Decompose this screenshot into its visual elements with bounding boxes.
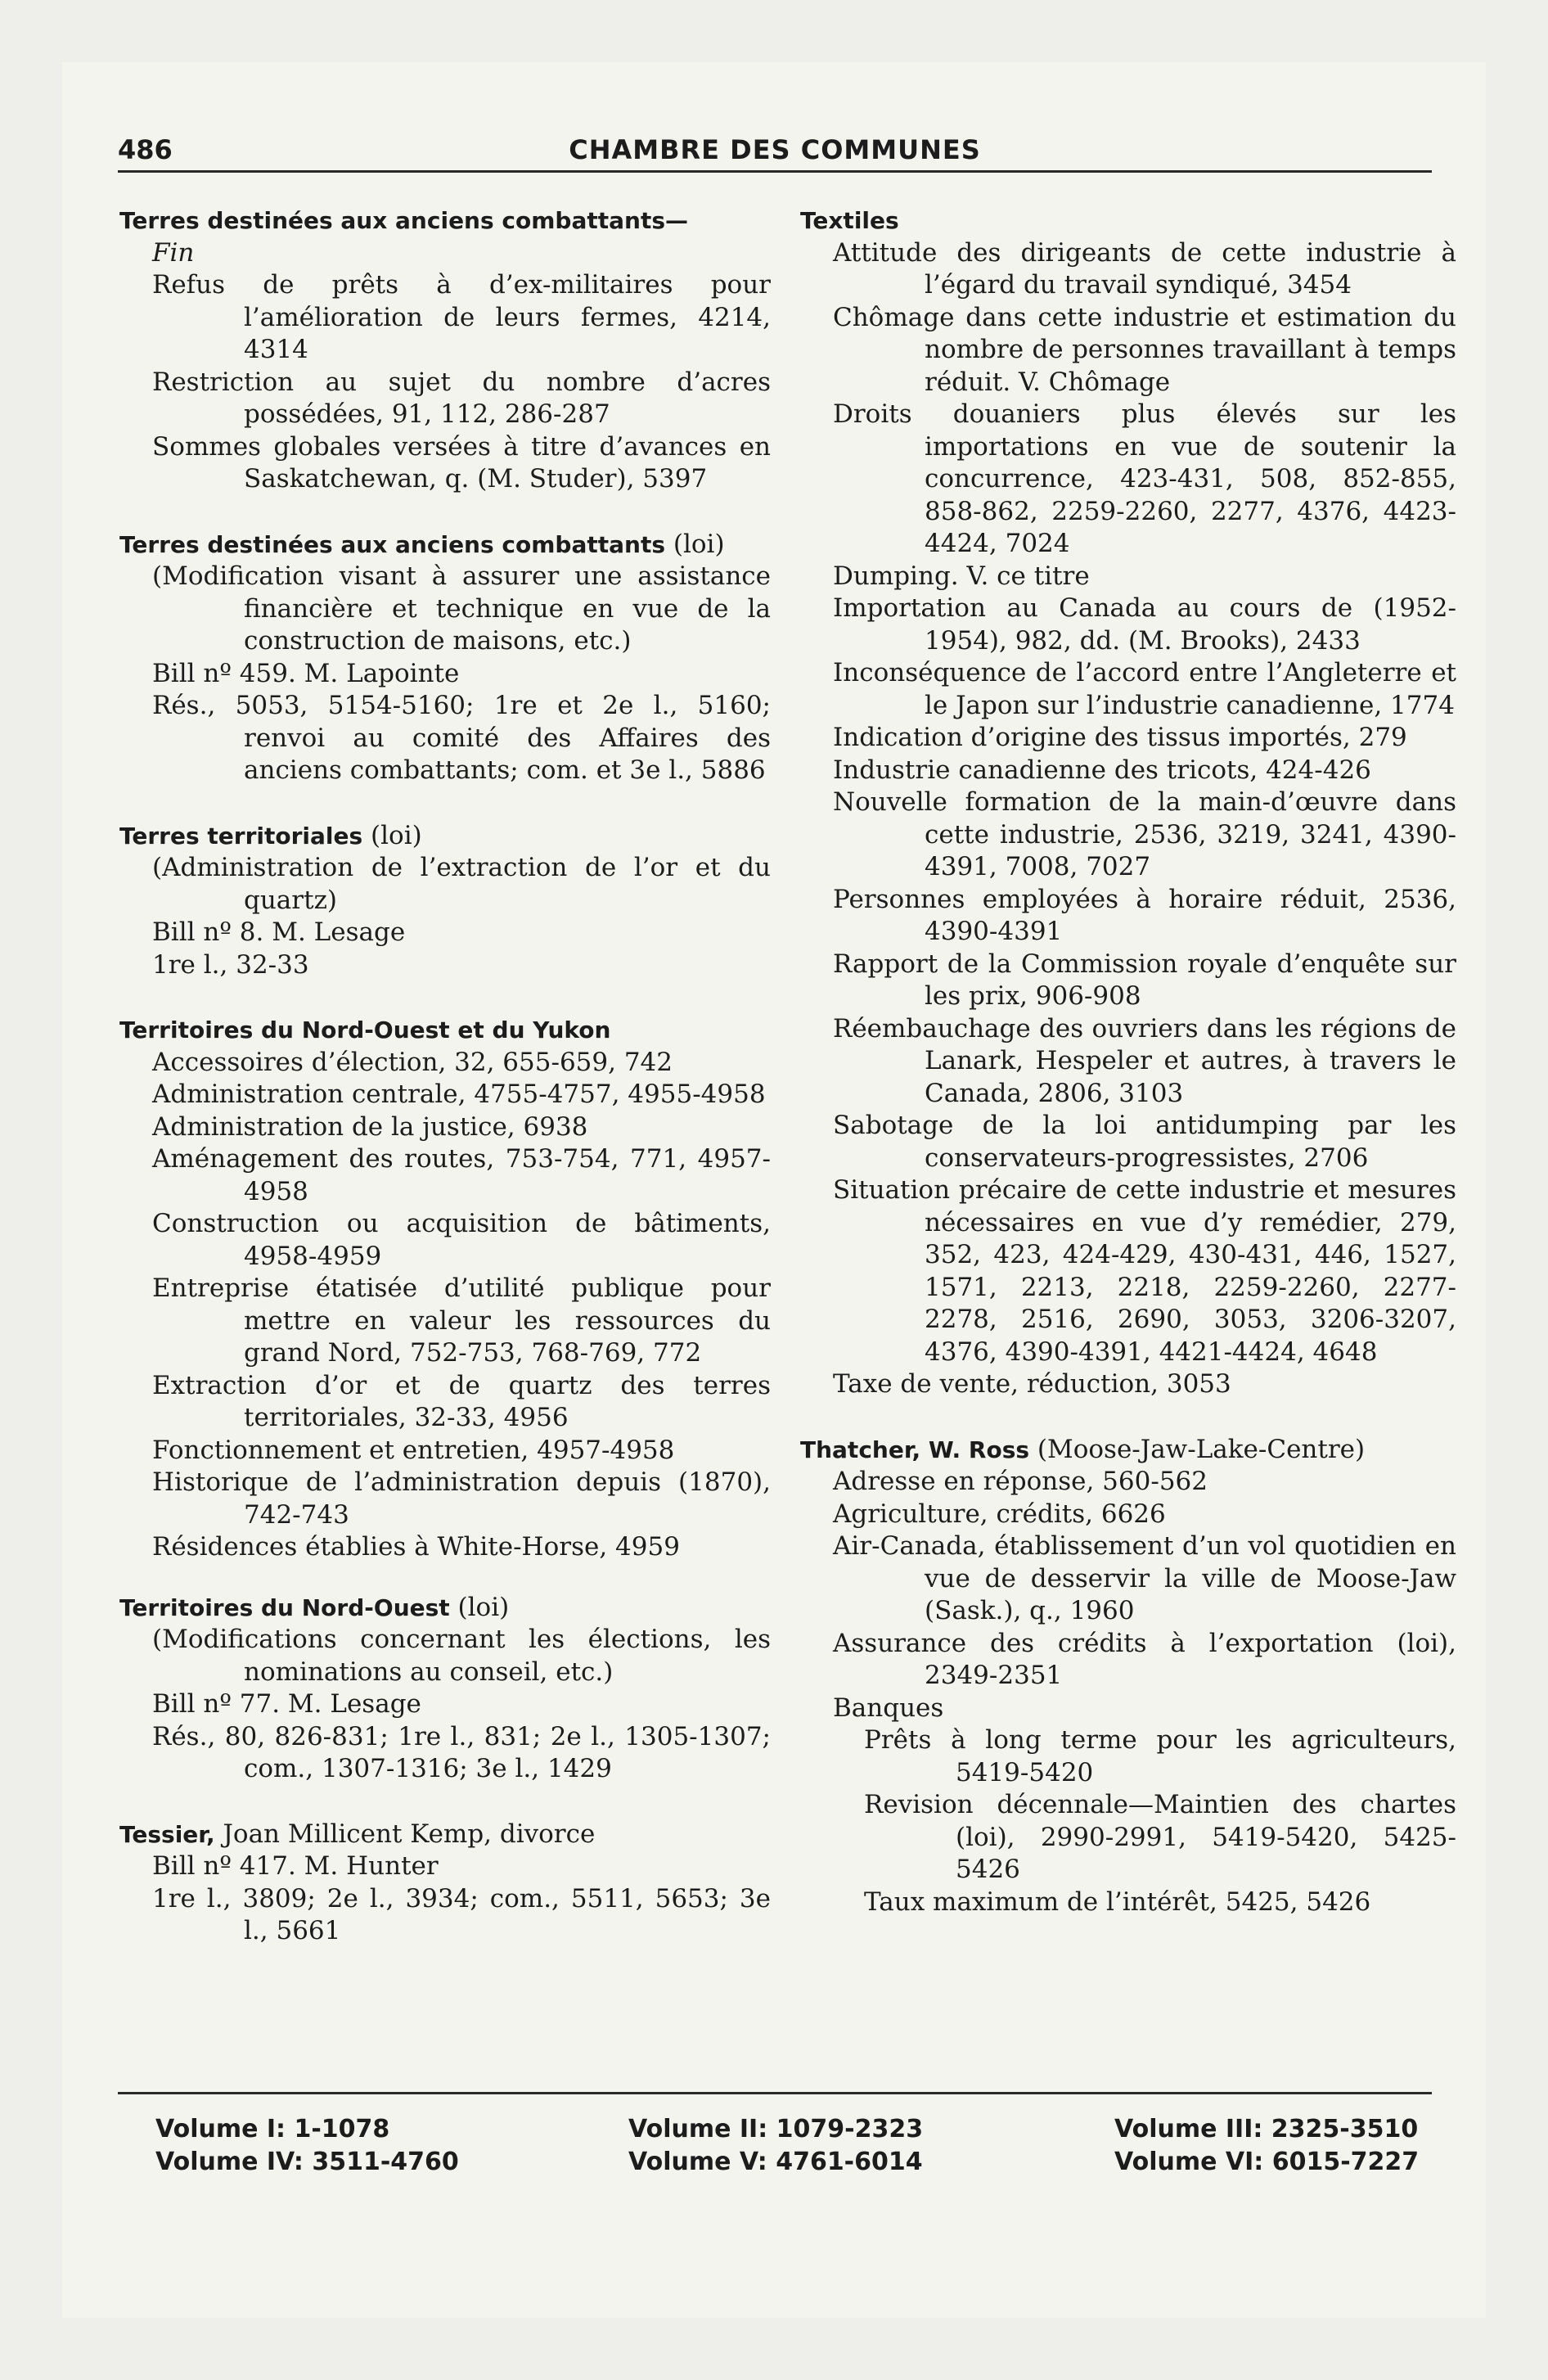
index-entry [119, 1592, 771, 1786]
entry-line: Personnes employées à horaire réduit, 2536, 4390-4391 [833, 884, 1456, 946]
entry-line: Rapport de la Commission royale d’enquête sur les prix, 906-908 [833, 949, 1456, 1011]
entry-heading: Territoires du Nord-Ouest et du Yukon [119, 1016, 611, 1044]
entry-line: Extraction d’or et de quartz des terres territoriales, 32-33, 4956 [152, 1370, 771, 1432]
entry-line: Aménagement des routes, 753-754, 771, 4957-4958 [152, 1144, 771, 1206]
running-title: CHAMBRE DES COMMUNES [569, 134, 981, 165]
entry-line: Bill nº 417. M. Hunter [152, 1851, 439, 1881]
continuation-label: Fin [152, 237, 195, 268]
index-entry [800, 205, 1456, 1401]
index-entry [800, 1434, 1456, 1919]
entry-heading: Textiles [800, 207, 899, 234]
entry-line: Administration de la justice, 6938 [152, 1111, 588, 1142]
entry-heading: Terres destinées aux anciens combattants (loi) [119, 529, 725, 559]
left-column [119, 205, 771, 1948]
index-entry [119, 820, 771, 982]
entry-line: Adresse en réponse, 560-562 [833, 1467, 1208, 1496]
entry-subline: Taux maximum de l’intérêt, 5425, 5426 [864, 1886, 1371, 1917]
entry-line: Sabotage de la loi antidumping par les conservateurs-progressistes, 2706 [833, 1111, 1456, 1173]
entry-line: Air-Canada, établissement d’un vol quotidien en vue de desservir la ville de Moose-Jaw (Sask.), q., 1960 [833, 1531, 1456, 1625]
entry-line: Rés., 80, 826-831; 1re l., 831; 2e l., 1305-1307; com., 1307-1316; 3e l., 1429 [152, 1721, 771, 1783]
entry-subline: Prêts à long terme pour les agriculteurs, 5419-5420 [864, 1725, 1456, 1787]
entry-line: Accessoires d’élection, 32, 655-659, 742 [152, 1047, 673, 1077]
entry-line: 1re l., 3809; 2e l., 3934; com., 5511, 5653; 3e l., 5661 [152, 1883, 771, 1945]
entry-line: Entreprise étatisée d’utilité publique pour mettre en valeur les ressources du grand Nord, 752-753, 768-769, 772 [152, 1273, 771, 1368]
entry-line: Situation précaire de cette industrie et mesures nécessaires en vue d’y remédier, 279, 352, 423, 424-429, 430-431, 446, 1527, 1571, 2213, 2218, 2259-2260, 2277-2278, 2516, 2690, 3053, 3206-3207, 4376, 4390-4391, 4421-4424, 4648 [833, 1175, 1456, 1367]
right-column [800, 205, 1456, 1918]
entry-heading: Thatcher, W. Ross (Moose-Jaw-Lake-Centre) [800, 1434, 1366, 1464]
entry-line: Refus de prêts à d’ex-militaires pour l’amélioration de leurs fermes, 4214, 4314 [152, 270, 771, 364]
entry-line: Bill nº 77. M. Lesage [152, 1689, 421, 1719]
entry-line: Fonctionnement et entretien, 4957-4958 [152, 1435, 675, 1465]
entry-heading: Terres territoriales (loi) [119, 820, 422, 850]
entry-line: Dumping. V. ce titre [833, 561, 1090, 591]
entry-line: (Modifications concernant les élections, les nominations au conseil, etc.) [152, 1625, 771, 1687]
entry-line: Chômage dans cette industrie et estimation du nombre de personnes travaillant à temps réduit. V. Chômage [833, 302, 1456, 397]
entry-line: (Administration de l’extraction de l’or et du quartz) [152, 853, 771, 915]
entry-line: Importation au Canada au cours de (1952-1954), 982, dd. (M. Brooks), 2433 [833, 593, 1456, 656]
volume-range: Volume V: 4761-6014 [628, 2148, 923, 2176]
entry-line: Rés., 5053, 5154-5160; 1re et 2e l., 5160; renvoi au comité des Affaires des anciens combattants; com. et 3e l., 5886 [152, 691, 771, 785]
entry-subline: Revision décennale—Maintien des chartes (loi), 2990-2991, 5419-5420, 5425-5426 [864, 1790, 1456, 1884]
volume-range: Volume IV: 3511-4760 [155, 2148, 459, 2176]
entry-line: Construction ou acquisition de bâtiments, 4958-4959 [152, 1209, 771, 1271]
entry-line: Restriction au sujet du nombre d’acres possédées, 91, 112, 286-287 [152, 367, 771, 429]
entry-heading: Tessier, Joan Millicent Kemp, divorce [119, 1819, 596, 1849]
entry-line: Inconséquence de l’accord entre l’Angleterre et le Japon sur l’industrie canadienne, 1774 [833, 658, 1456, 720]
entry-line: Bill nº 8. M. Lesage [152, 917, 406, 947]
entry-line: Taxe de vente, réduction, 3053 [833, 1369, 1231, 1399]
index-entry [119, 205, 771, 496]
volume-range: Volume I: 1-1078 [155, 2115, 390, 2143]
entry-line: Attitude des dirigeants de cette industrie à l’égard du travail syndiqué, 3454 [833, 237, 1456, 300]
entry-line: Nouvelle formation de la main-d’œuvre dans cette industrie, 2536, 3219, 3241, 4390-4391, 7008, 7027 [833, 787, 1456, 881]
entry-line: Indication d’origine des tissus importés, 279 [833, 723, 1407, 752]
index-entry [119, 529, 771, 787]
entry-line: Résidences établies à White-Horse, 4959 [152, 1532, 680, 1562]
volume-range: Volume II: 1079-2323 [628, 2115, 924, 2143]
entry-line: Bill nº 459. M. Lapointe [152, 658, 460, 688]
entry-line: Droits douaniers plus élevés sur les importations en vue de soutenir la concurrence, 423-431, 508, 852-855, 858-862, 2259-2260, 2277, 4376, 4423-4424, 7024 [833, 399, 1456, 558]
entry-heading: Terres destinées aux anciens combattants— [119, 207, 688, 234]
entry-line: Historique de l’administration depuis (1870), 742-743 [152, 1467, 771, 1530]
entry-line: Réembauchage des ouvriers dans les régions de Lanark, Hespeler et autres, à travers le Canada, 2806, 3103 [833, 1013, 1456, 1108]
volume-range: Volume III: 2325-3510 [1114, 2115, 1419, 2143]
entry-line: Assurance des crédits à l’exportation (loi), 2349-2351 [833, 1628, 1456, 1690]
entry-line: Administration centrale, 4755-4757, 4955-4958 [152, 1080, 766, 1109]
footer-rule [118, 2092, 1432, 2094]
entry-heading: Territoires du Nord-Ouest (loi) [119, 1592, 510, 1622]
page-header [118, 134, 1432, 173]
page-number: 486 [118, 134, 173, 165]
entry-line: Banques [833, 1693, 944, 1723]
index-entry [119, 1014, 771, 1564]
entry-line: 1re l., 32-33 [152, 949, 309, 980]
entry-line: Agriculture, crédits, 6626 [833, 1499, 1166, 1529]
entry-line: Sommes globales versées à titre d’avances en Saskatchewan, q. (M. Studer), 5397 [152, 431, 771, 494]
entry-line: (Modification visant à assurer une assistance financière et technique en vue de la construction de maisons, etc.) [152, 561, 771, 656]
entry-line: Industrie canadienne des tricots, 424-426 [833, 755, 1371, 785]
volume-range: Volume VI: 6015-7227 [1114, 2148, 1420, 2176]
index-entry [119, 1819, 771, 1948]
